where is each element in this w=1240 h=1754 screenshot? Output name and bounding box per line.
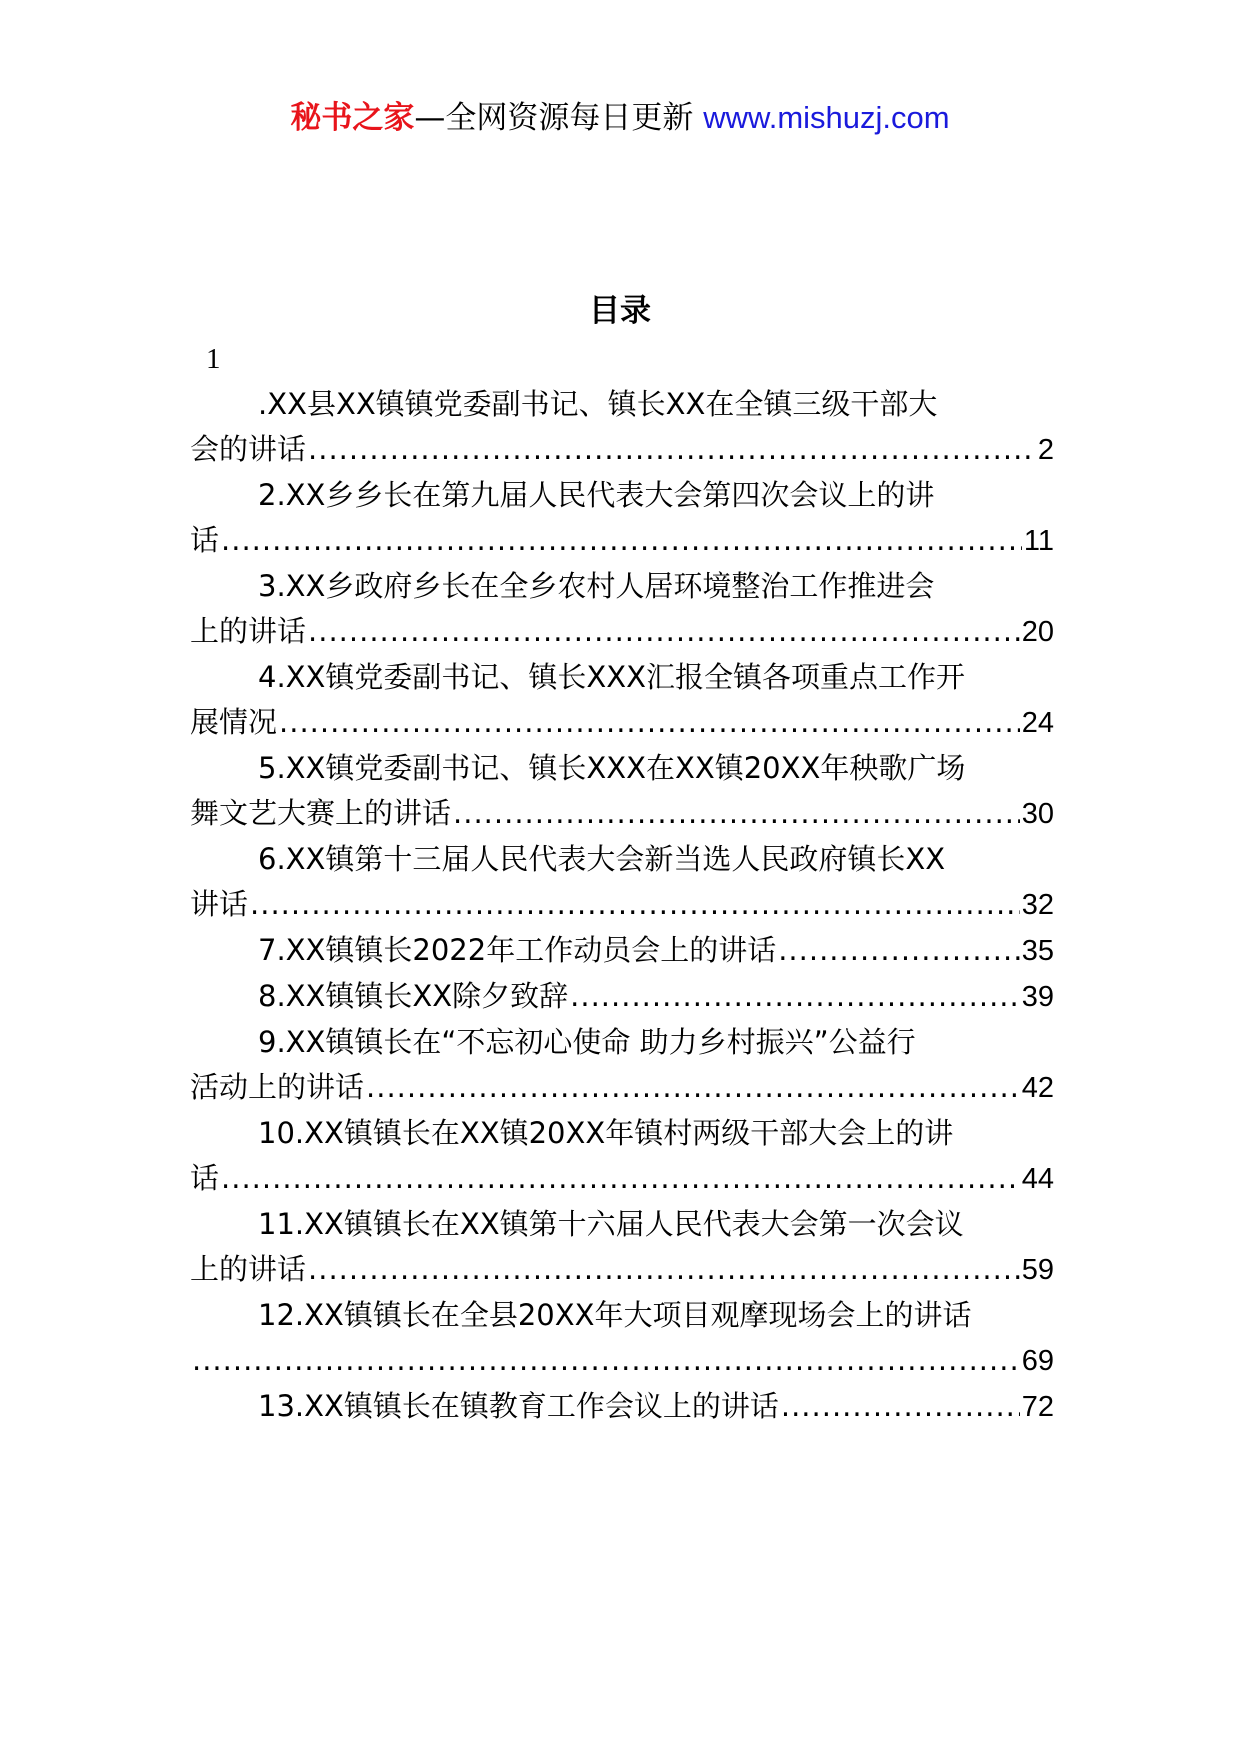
toc-entry-page: 20 — [1021, 616, 1054, 648]
toc-entry-page: 35 — [1021, 935, 1054, 967]
toc-title: 目录 — [589, 293, 651, 329]
toc-entry-page: 72 — [1021, 1391, 1054, 1423]
toc-entry-title-continued: 讲话 — [190, 887, 249, 921]
toc-entry-title-continued: 展情况 — [190, 705, 278, 739]
toc-entry[interactable] — [190, 655, 1054, 746]
toc-entry[interactable] — [190, 1293, 1054, 1384]
toc-entry[interactable] — [190, 1020, 1054, 1111]
toc-entry[interactable] — [190, 746, 1054, 837]
toc-entry-title: 12.XX镇镇长在全县20XX年大项目观摩现场会上的讲话 — [258, 1298, 972, 1332]
stray-number: 1 — [206, 343, 221, 375]
toc-entry-list — [190, 382, 1054, 1430]
toc-entry-title-continued: 话 — [190, 1161, 220, 1195]
table-of-contents — [190, 337, 1054, 1430]
toc-entry-title: 4.XX镇党委副书记、镇长XXX汇报全镇各项重点工作开 — [258, 660, 966, 694]
toc-entry-page: 2 — [1037, 434, 1054, 466]
toc-entry[interactable] — [190, 974, 1054, 1020]
toc-entry-page: 11 — [1023, 525, 1054, 557]
toc-entry-title: 5.XX镇党委副书记、镇长XXX在XX镇20XX年秧歌广场 — [258, 751, 966, 785]
toc-entry[interactable] — [190, 382, 1054, 473]
dot-leader — [308, 1247, 1020, 1292]
toc-entry[interactable] — [190, 1384, 1054, 1430]
toc-entry-title-continued: 上的讲话 — [190, 614, 307, 648]
header-tagline: —全网资源每日更新 — [414, 100, 694, 136]
toc-entry[interactable] — [190, 837, 1054, 928]
toc-entry[interactable] — [190, 564, 1054, 655]
toc-entry[interactable] — [190, 473, 1054, 564]
toc-entry-title-continued: 话 — [190, 523, 220, 557]
toc-entry-title: 6.XX镇第十三届人民代表大会新当选人民政府镇长XX — [258, 842, 946, 876]
site-header — [0, 98, 1240, 138]
dot-leader — [453, 791, 1020, 836]
toc-entry-title: 13.XX镇镇长在镇教育工作会议上的讲话 — [258, 1389, 779, 1423]
dot-leader — [570, 974, 1020, 1019]
toc-entry[interactable] — [190, 1111, 1054, 1202]
toc-entry-title: 8.XX镇镇长XX除夕致辞 — [258, 979, 569, 1013]
toc-entry-page: 39 — [1021, 981, 1054, 1013]
toc-entry-page: 44 — [1021, 1163, 1054, 1195]
toc-entry-page: 30 — [1021, 798, 1054, 830]
toc-entry-title: 7.XX镇镇长2022年工作动员会上的讲话 — [258, 933, 777, 967]
toc-entry[interactable] — [190, 928, 1054, 974]
dot-leader — [308, 427, 1036, 472]
dot-leader — [279, 700, 1020, 745]
toc-entry-title: 11.XX镇镇长在XX镇第十六届人民代表大会第一次会议 — [258, 1207, 964, 1241]
dot-leader — [308, 609, 1020, 654]
site-url-link[interactable]: www.mishuzj.com — [703, 100, 950, 135]
toc-entry-page: 42 — [1021, 1072, 1054, 1104]
toc-entry-page: 69 — [1021, 1345, 1054, 1377]
toc-entry-page: 24 — [1021, 707, 1054, 739]
toc-entry-title: .XX县XX镇镇党委副书记、镇长XX在全镇三级干部大 — [258, 387, 938, 421]
toc-entry-title-continued: 活动上的讲话 — [190, 1070, 365, 1104]
dot-leader — [192, 1338, 1020, 1383]
dot-leader — [250, 882, 1020, 927]
dot-leader — [781, 1384, 1020, 1429]
toc-entry-title: 10.XX镇镇长在XX镇20XX年镇村两级干部大会上的讲 — [258, 1116, 954, 1150]
dot-leader — [221, 1156, 1020, 1201]
toc-entry-page: 32 — [1021, 889, 1054, 921]
toc-entry-title: 9.XX镇镇长在“不忘初心使命 助力乡村振兴”公益行 — [258, 1025, 916, 1059]
toc-entry[interactable] — [190, 1202, 1054, 1293]
toc-entry-title-continued: 会的讲话 — [190, 432, 307, 466]
toc-entry-title-continued: 上的讲话 — [190, 1252, 307, 1286]
dot-leader — [221, 518, 1022, 563]
brand-name: 秘书之家 — [290, 100, 415, 136]
toc-entry-title: 2.XX乡乡长在第九届人民代表大会第四次会议上的讲 — [258, 478, 935, 512]
toc-entry-page: 59 — [1021, 1254, 1054, 1286]
toc-entry-title: 3.XX乡政府乡长在全乡农村人居环境整治工作推进会 — [258, 569, 935, 603]
dot-leader — [366, 1065, 1020, 1110]
dot-leader — [778, 928, 1020, 973]
toc-entry-title-continued: 舞文艺大赛上的讲话 — [190, 796, 452, 830]
